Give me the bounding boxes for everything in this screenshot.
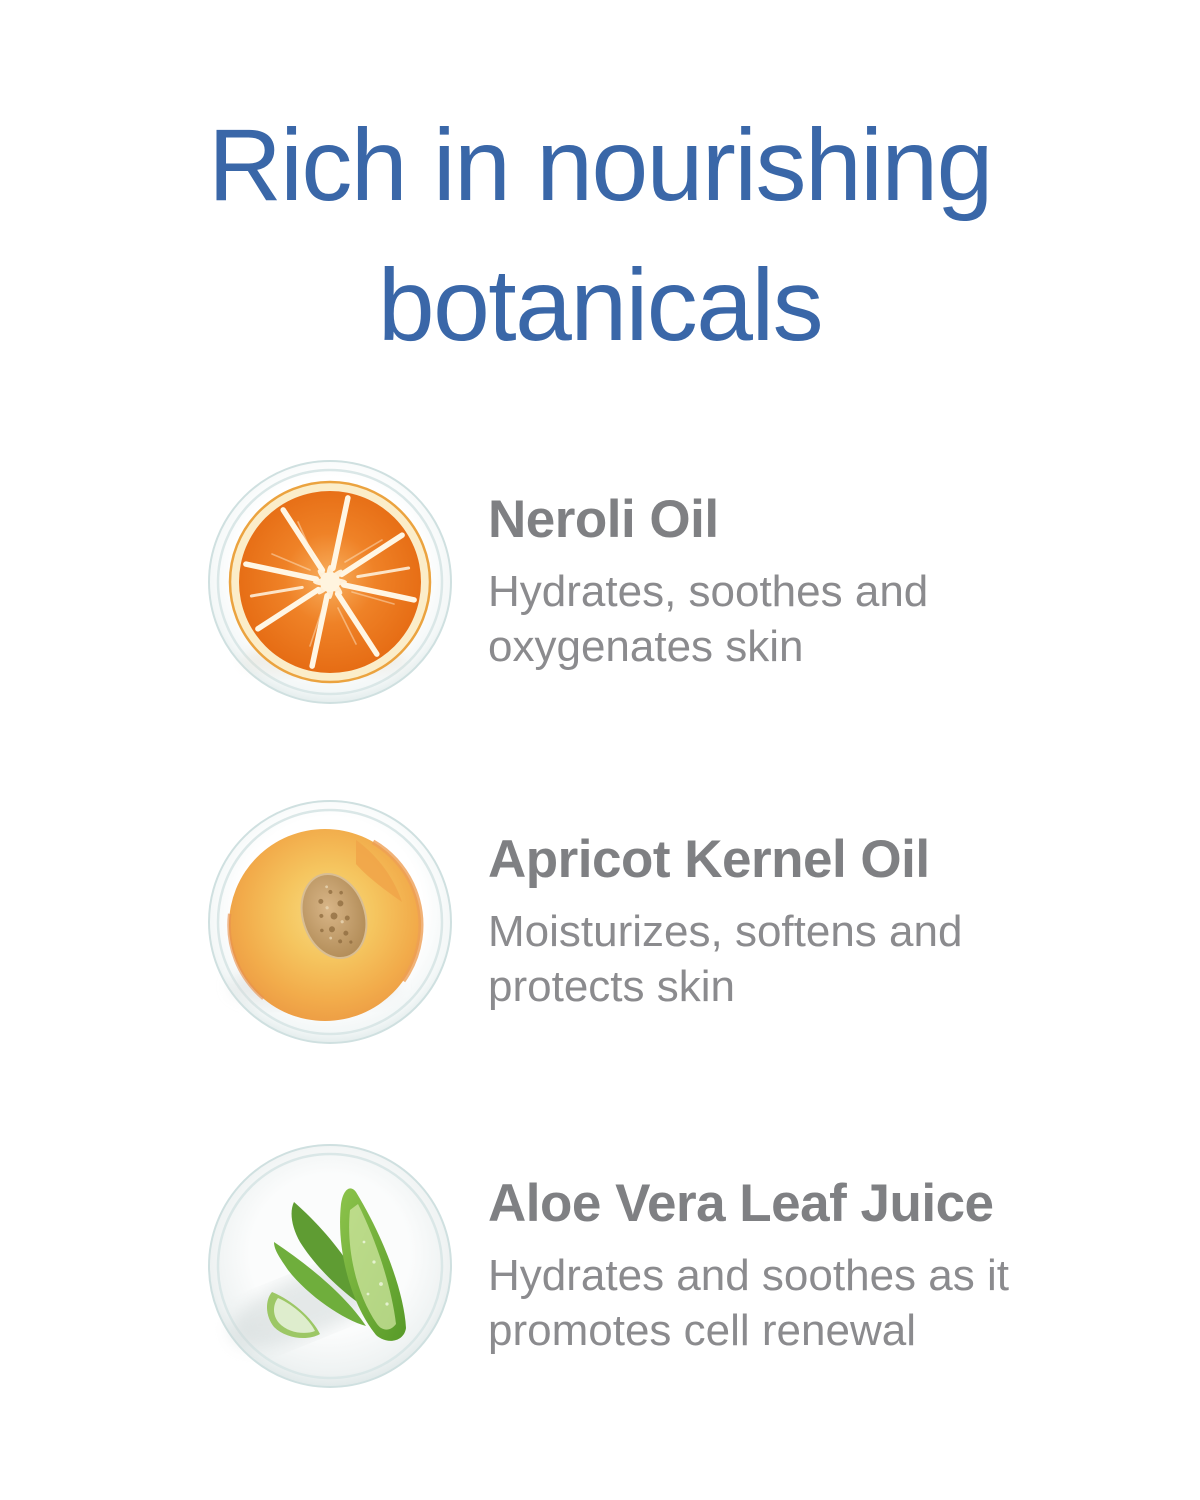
aloe-vera-leaves-in-petri-dish-image xyxy=(206,1142,454,1390)
ingredient-copy xyxy=(488,830,962,1014)
apricot-half-in-petri-dish-image xyxy=(206,798,454,1046)
ingredient-copy xyxy=(488,1174,1009,1358)
ingredient-description-line2: promotes cell renewal xyxy=(488,1306,916,1355)
ingredient-description-line2: protects skin xyxy=(488,962,735,1011)
orange-slice-in-petri-dish-image xyxy=(206,458,454,706)
ingredient-heading: Apricot Kernel Oil xyxy=(488,830,930,889)
ingredient-row-neroli-oil xyxy=(206,458,1066,706)
ingredient-description-line1: Hydrates, soothes and xyxy=(488,567,929,616)
page-title-line2: botanicals xyxy=(377,248,823,362)
ingredient-description-line2: oxygenates skin xyxy=(488,622,804,671)
ingredient-row-aloe-vera-leaf-juice xyxy=(206,1142,1066,1390)
ingredient-heading: Neroli Oil xyxy=(488,490,719,549)
page-title xyxy=(0,95,1200,375)
page-title-line1: Rich in nourishing xyxy=(208,108,992,222)
ingredient-heading: Aloe Vera Leaf Juice xyxy=(488,1174,994,1233)
ingredient-row-apricot-kernel-oil xyxy=(206,798,1066,1046)
ingredient-description-line1: Moisturizes, softens and xyxy=(488,907,963,956)
ingredient-description-line1: Hydrates and soothes as it xyxy=(488,1251,1009,1300)
ingredient-copy xyxy=(488,490,928,674)
